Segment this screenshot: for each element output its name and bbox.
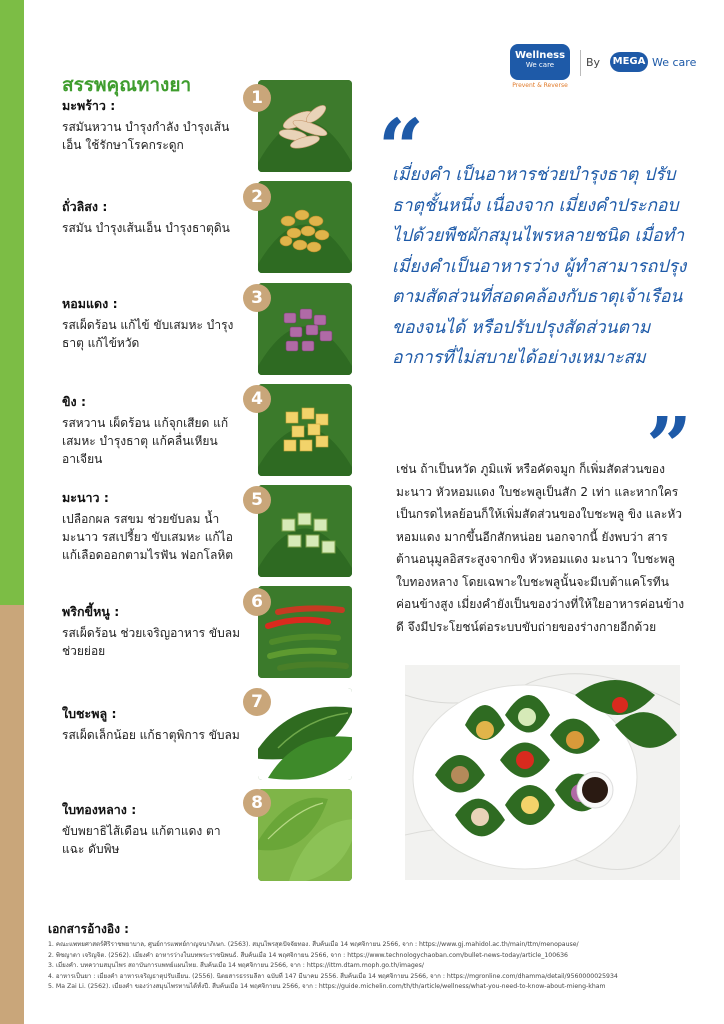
ingredient-desc: รสเผ็ดเล็กน้อย แก้ธาตุพิการ ขับลม bbox=[62, 728, 240, 742]
ingredient-desc: ขับพยาธิไส้เดือน แก้ตาแดง ตาแฉะ ดับพิษ bbox=[62, 824, 221, 856]
tan-side-bar bbox=[0, 605, 24, 1024]
number-badge: 5 bbox=[243, 486, 271, 514]
ingredient-6 bbox=[62, 604, 242, 660]
ingredient-5 bbox=[62, 490, 242, 564]
ingredient-desc: รสหวาน เผ็ดร้อน แก้จุกเสียด แก้เสมหะ บำรุงธาตุ แก้คลื่นเหียน อาเจียน bbox=[62, 416, 229, 466]
quote-text: เมี่ยงคำ เป็นอาหารช่วยบำรุงธาตุ ปรับธาตุชั้นหนึ่ง เนื่องจาก เมี่ยงคำประกอบไปด้วยพืชผักสมุนไพรหลายชนิด เมื่อทำเมี่ยงคำเป็นอาหารว่าง ผู้ทำสามารถปรุงตามสัดส่วนที่สอดคล้องกับธาตุเจ้าเรือนของจนได้ หรือปรับปรุงสัดส่วนตามอาการที่ไม่สบายได้อย่างเหมาะสม bbox=[392, 165, 687, 368]
reference-item: 3. เมี่ยงคำ. บทความสมุนไพร สถาบันการแพทย์แผนไทย. สืบค้นเมื่อ 14 พฤศจิกายน 2566, จาก : https://ittm.dtam.moph.go.th/images/ bbox=[48, 962, 424, 969]
chili-image bbox=[258, 586, 352, 678]
peanut-image bbox=[258, 181, 352, 273]
wellness-logo bbox=[510, 44, 570, 80]
number-badge: 7 bbox=[243, 688, 271, 716]
number-badge: 6 bbox=[243, 588, 271, 616]
reference-item: 5. Ma Zai Li. (2562). เมี่ยงคำ ของว่างสมุนไพรทานได้ทั้งปี. สืบค้นเมื่อ 14 พฤศจิกายน 2566, จาก : https://guide.michelin.com/th/th/article/wellness/what-you-need-to-know-about-mieng-kham bbox=[48, 983, 606, 990]
body-paragraph: เช่น ถ้าเป็นหวัด ภูมิแพ้ หรือคัดจมูก ก็เพิ่มสัดส่วนของมะนาว หัวหอมแดง ใบชะพลูเป็นสัก 2 เท่า และหากใครเป็นกรดไหลย้อนก็ให้เพิ่มสัดส่วนของใบชะพลู ขิง และหัวหอมแดง มากขึ้นอีกสักหน่อย นอกจากนี้ ยังพบว่า สารต้านอนุมูลอิสระสูงจากขิง หัวหอมแดง มะนาว ใบชะพลู ใบทองหลาง โดยเฉพาะใบชะพลูนั้นจะมีเบต้าแคโรทีนค่อนข้างสูง เมี่ยงคำยังเป็นของว่างที่ให้ใยอาหารค่อนข้างดี จึงมีประโยชน์ต่อระบบขับถ่ายของร่างกายอีกด้วย bbox=[396, 462, 685, 634]
logo-by-text: By bbox=[586, 56, 601, 69]
ingredient-desc: รสเผ็ดร้อน ช่วยเจริญอาหาร ขับลม ช่วยย่อย bbox=[62, 626, 241, 658]
coral-tree-leaf-image bbox=[258, 789, 352, 881]
wellness-logo-line2: We care bbox=[525, 61, 555, 69]
ingredient-7 bbox=[62, 706, 242, 744]
coconut-image bbox=[258, 80, 352, 172]
ingredient-desc: รสมัน บำรุงเส้นเอ็น บำรุงธาตุดิน bbox=[62, 221, 230, 235]
mieng-kham-dish-photo bbox=[405, 665, 680, 880]
number-badge: 3 bbox=[243, 284, 271, 312]
betel-leaf-image bbox=[258, 688, 352, 780]
green-side-bar bbox=[0, 0, 24, 605]
mega-logo: MEGA bbox=[610, 52, 648, 72]
reference-item: 1. คณะแพทยศาสตร์ศิริราชพยาบาล, ศูนย์การแพทย์กาญจนาภิเษก. (2563). สมุนไพรสุดปัจจัยทอง. สืบค้นเมื่อ 14 พฤศจิกายน 2566, จาก : https://www.gj.mahidol.ac.th/main/ttm/menopause/ bbox=[48, 941, 579, 948]
ingredient-4 bbox=[62, 394, 242, 468]
reference-item: 4. อาหารเป็นยา : เมี่ยงคำ อาหารเจริญธาตุปรับเยียน. (2556). นิตยสารธรรมลีลา ฉบับที่ 147 มีนาคม 2556. สืบค้นเมื่อ 14 พฤศจิกายน 2566, จาก : https://mgronline.com/dhamma/detail/9560000025934 bbox=[48, 972, 618, 980]
quote-close-mark: ” bbox=[646, 399, 693, 493]
lime-image bbox=[258, 485, 352, 577]
we-care-text: We care bbox=[652, 56, 697, 69]
number-badge: 8 bbox=[243, 789, 271, 817]
logo-divider bbox=[580, 50, 581, 76]
number-badge: 4 bbox=[243, 385, 271, 413]
ginger-image bbox=[258, 384, 352, 476]
ingredient-3 bbox=[62, 296, 242, 352]
ingredient-name: พริกขี้หนู : bbox=[62, 604, 120, 619]
shallot-image bbox=[258, 283, 352, 375]
ingredient-name: หอมแดง : bbox=[62, 296, 118, 311]
references-title: เอกสารอ้างอิง : bbox=[48, 922, 129, 936]
ingredient-name: มะนาว : bbox=[62, 490, 109, 505]
section-title: สรรพคุณทางยา bbox=[62, 74, 192, 96]
reference-item: 2. พิชญาดา เจริญจิต. (2562). เมี่ยงคำ อาหารว่างในบทพระราชนิพนธ์. สืบค้นเมื่อ 14 พฤศจิกายน 2566, จาก : https://www.technologychaoban.com/bullet-news-today/article_100636 bbox=[48, 951, 568, 959]
ingredient-desc: เปลือกผล รสขม ช่วยขับลม น้ำมะนาว รสเปรี้ยว ขับเสมหะ แก้ไอ แก้เลือดออกตามไรฟัน ฟอกโลหิต bbox=[62, 512, 234, 562]
wellness-tagline: Prevent & Reverse bbox=[512, 82, 568, 89]
ingredient-name: มะพร้าว : bbox=[62, 98, 116, 113]
ingredient-name: ใบทองหลาง : bbox=[62, 802, 137, 817]
ingredient-8 bbox=[62, 802, 242, 858]
wellness-logo-line1: Wellness bbox=[514, 50, 566, 61]
ingredient-name: ถั่วลิสง : bbox=[62, 199, 108, 214]
number-badge: 1 bbox=[243, 84, 271, 112]
quote-open-mark: “ bbox=[378, 101, 425, 195]
number-badge: 2 bbox=[243, 183, 271, 211]
ingredient-desc: รสเผ็ดร้อน แก้ไข้ ขับเสมหะ บำรุงธาตุ แก้ไข้หวัด bbox=[62, 318, 234, 350]
ingredient-name: ใบชะพลู : bbox=[62, 706, 117, 721]
ingredient-1 bbox=[62, 98, 242, 154]
ingredient-2 bbox=[62, 199, 242, 237]
references-list bbox=[48, 940, 708, 993]
ingredient-name: ขิง : bbox=[62, 394, 86, 409]
ingredient-desc: รสมันหวาน บำรุงกำลัง บำรุงเส้นเอ็น ใช้รักษาโรคกระดูก bbox=[62, 120, 230, 152]
